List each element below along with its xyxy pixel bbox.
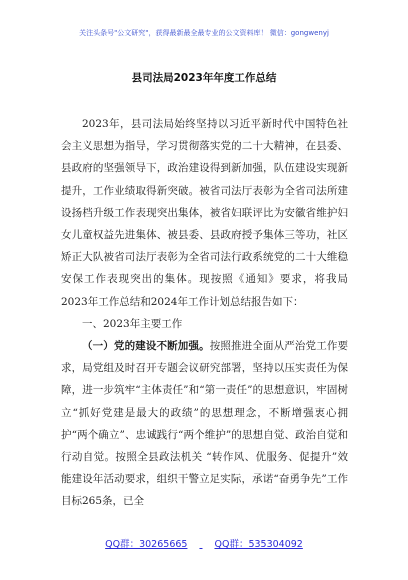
intro-paragraph: 2023年，县司法局始终坚持以习近平新时代中国特色社会主义思想为指导，学习贯彻落实党的二十大精神，在县委、县政府的坚强领导下，政治建设得到新加强，队伍建设实现新提升，工作业绩取得新突破。被省司法厅表彰为全省司法所建设扬档升级工作表现突出集体，被省妇联评比为安徽省维护妇女儿童权益先进集体、被县委、县政府授予集体三等功，社区矫正大队被省司法厅表彰为全省司法行政系统党的二十大维稳安保工作表现突出的集体。现按照《通知》要求，将我局2023年工作总结和2024年工作计划总结报告如下： bbox=[61, 118, 348, 308]
document-body bbox=[61, 113, 348, 513]
header-promo-note: 关注头条号"公文研究"，获得最新最全最专业的公文资料库！ 微信：gongwenyj bbox=[79, 29, 329, 37]
qq-group-1[interactable]: QQ群：30265665 bbox=[105, 539, 188, 550]
party-building-text: 按照推进全面从严治党工作要求，局党组及时召开专题会议研究部署，坚持以压实责任为保障，进一步筑牢“主体责任”和“第一责任”的思想意识，牢固树立“抓好党建是最大的政绩”的思想理念，不断增强衷心拥护“两个确立”、忠诚践行“两个维护”的思想自觉、政治自觉和行动自觉。按照全县政法机关 “转作风、优服务、促提升”效能建设年活动要求，组织干警立足实际，承诺“奋勇争先”工作目标265条，已全 bbox=[61, 340, 348, 508]
party-building-paragraph bbox=[61, 335, 348, 513]
footer-qq-groups bbox=[0, 536, 408, 550]
section-heading: 一、2023年主要工作 bbox=[82, 317, 183, 330]
party-building-lead: （一）党的建设不断加强。 bbox=[82, 340, 210, 353]
document-title: 县司法局2023年年度工作总结 bbox=[131, 72, 277, 84]
qq-group-2[interactable]: QQ群：535304092 bbox=[214, 539, 303, 550]
